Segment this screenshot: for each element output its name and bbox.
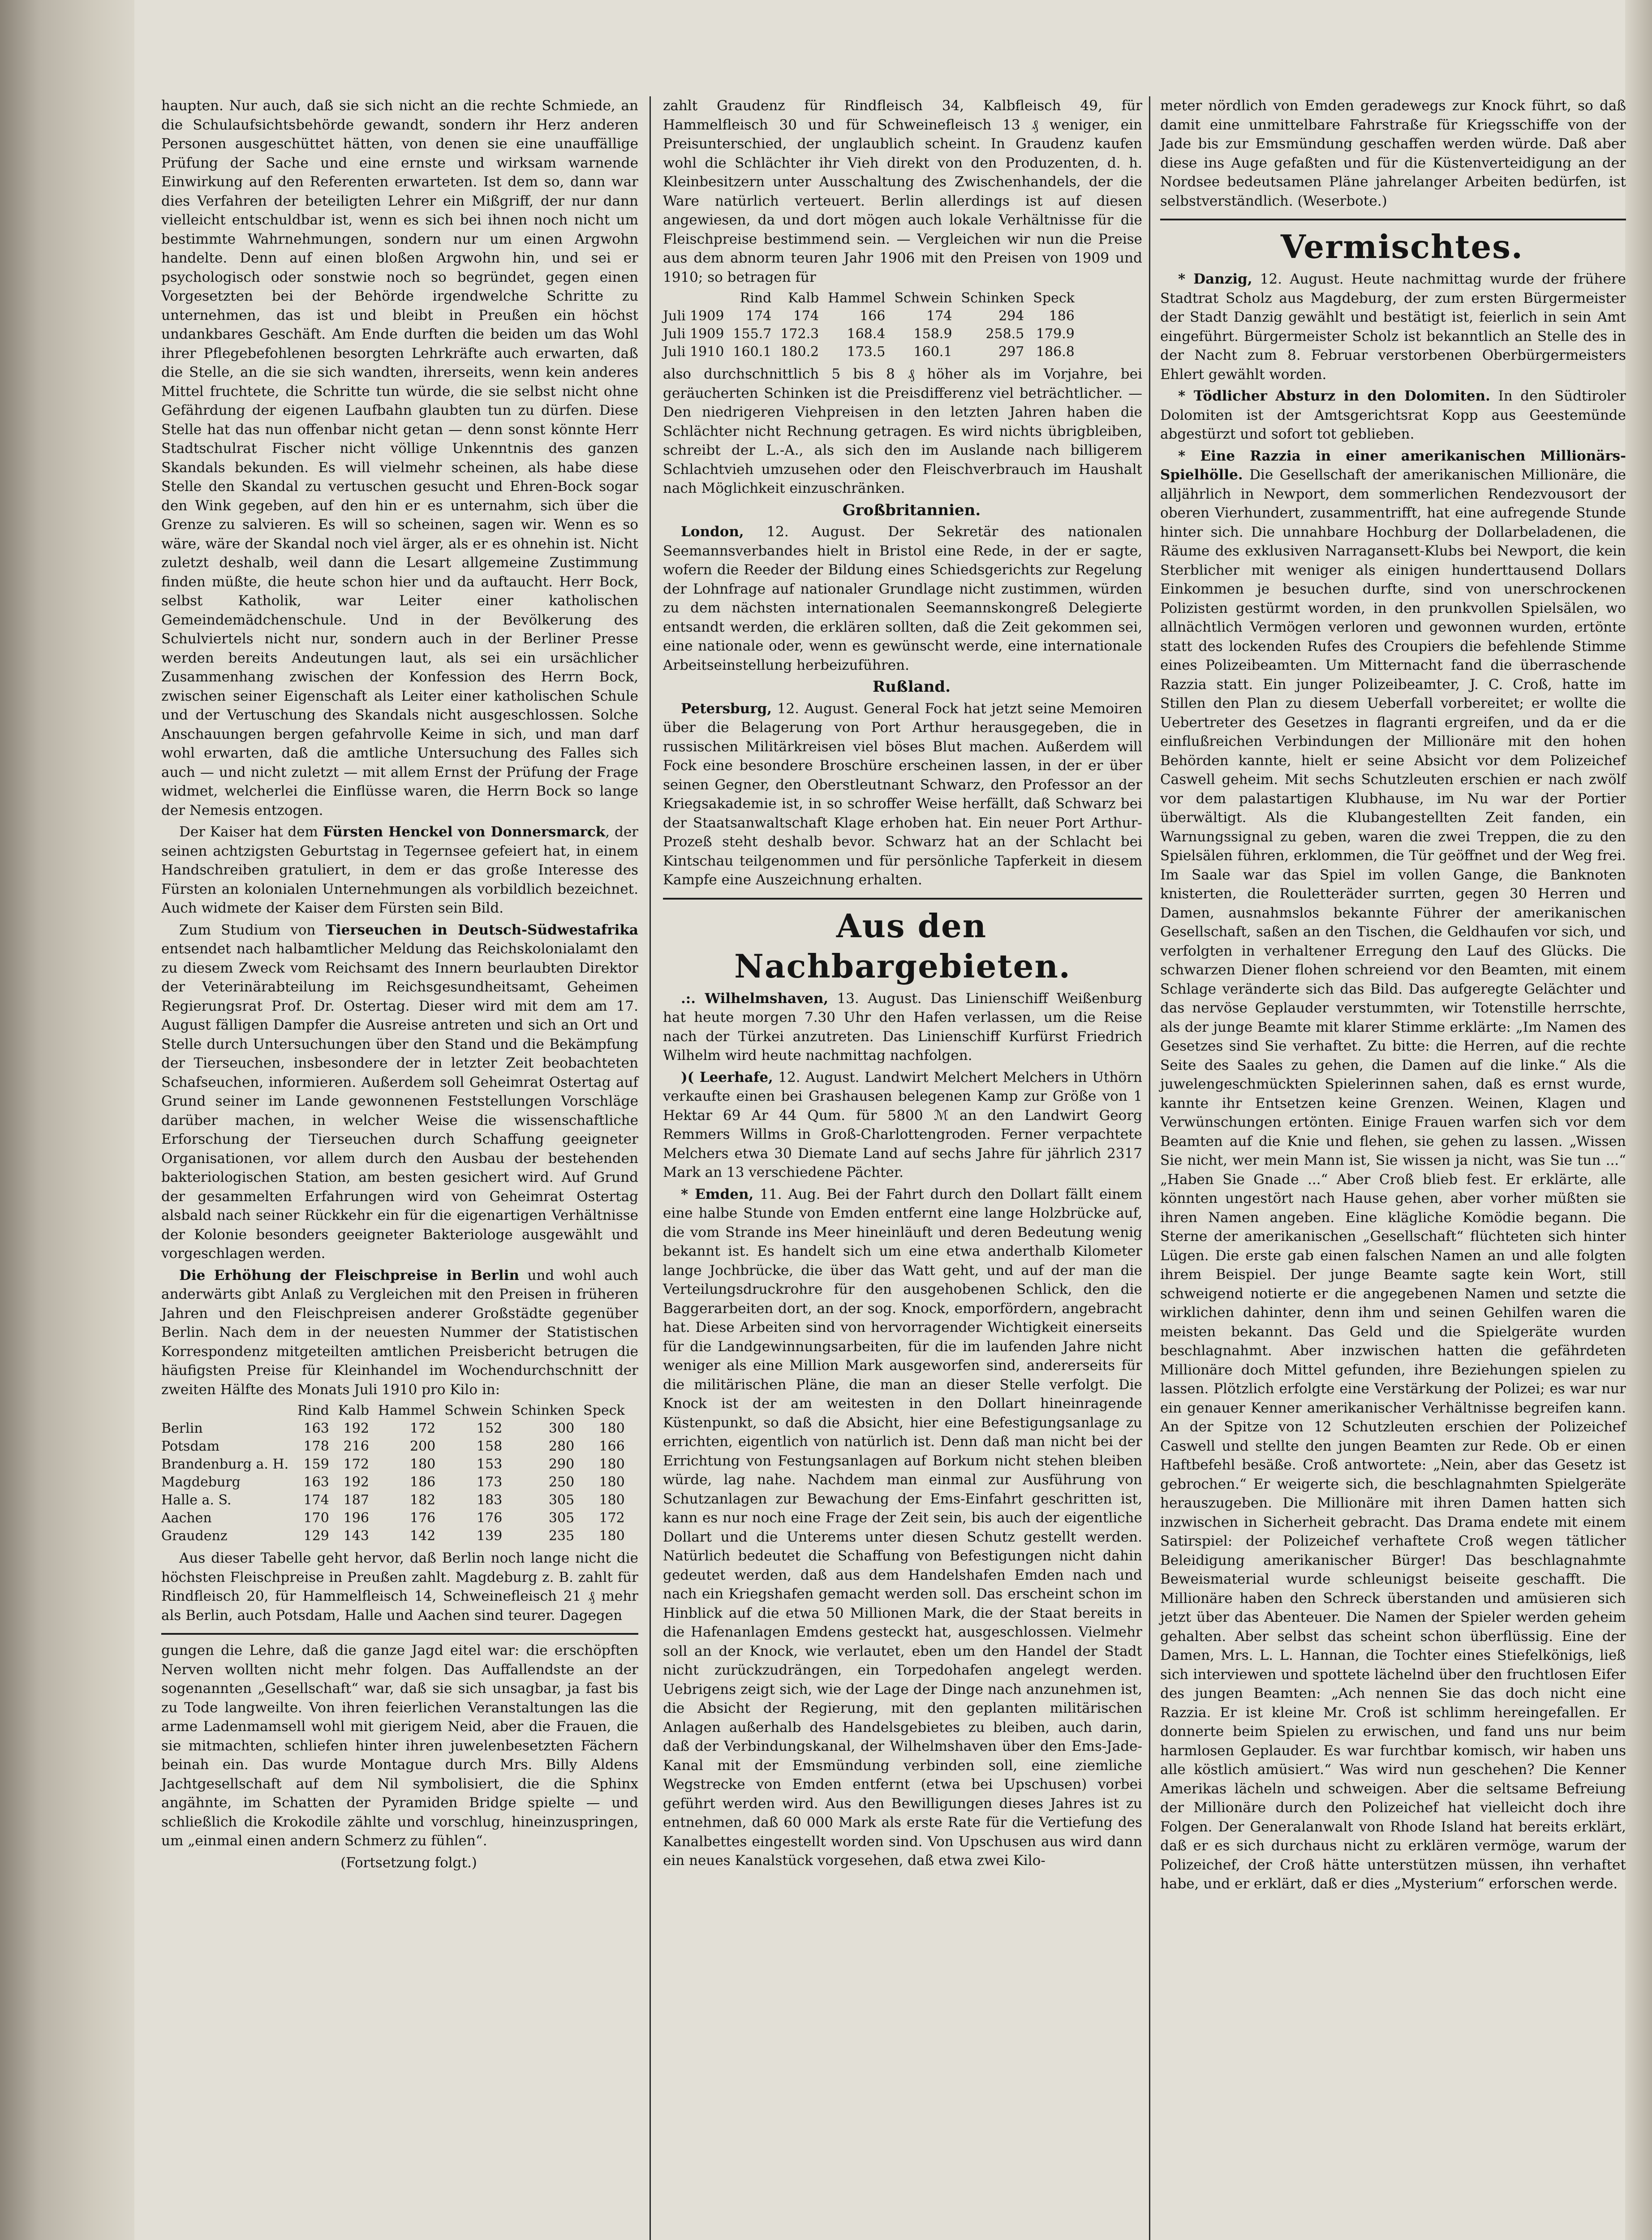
table-cell: 180: [599, 1492, 625, 1508]
table-cell: 183: [477, 1492, 503, 1508]
table-cell: 172: [410, 1421, 436, 1436]
price-table-years: [663, 289, 1079, 361]
table-cell: 180.2: [780, 344, 819, 360]
dateline: * Danzig,: [1178, 271, 1252, 287]
article-heading: Die Erhöhung der Fleischpreise in Berlin: [179, 1267, 520, 1284]
dateline: Petersburg,: [681, 700, 772, 717]
dateline: .:. Wilhelmshaven,: [681, 990, 829, 1007]
section-heading-nachbargebiete: Aus den Nachbargebieten.: [734, 906, 1071, 985]
table-cell: 158: [477, 1439, 503, 1454]
table-row-label: Juli 1910: [663, 344, 724, 360]
table-cell: 155.7: [733, 326, 772, 342]
binding-fold: [0, 0, 134, 2240]
table-cell: 186.8: [1036, 344, 1075, 360]
table-cell: 186: [410, 1474, 436, 1490]
article-fleischpreise: Die Erhöhung der Fleischpreise in Berlin und wohl auch anderwärts gibt Anlaß zu Vergleichen mit den Preisen in früheren Jahren und den Fleischpreisen anderer Großstädte gegenüber Berlin. Nach dem in der neuesten Nummer der Statistischen Korrespondenz mitgeteilten amtlichen Preisbericht betrugen die häufigsten Preise für Kleinhandel im Wochendurchschnitt der zweiten Hälfte des Monats Juli 1910 pro Kilo in:: [161, 1267, 638, 1398]
article-wilhelmshaven: .:. Wilhelmshaven, 13. August. Das Linienschiff Weißenburg hat heute morgen 7.30 Uhr den Hafen verlassen, um die Reise nach der Türkei anzutreten. Das Linienschiff Kurfürst Friedrich Wilhelm wird heute nachmittag nachfolgen.: [663, 990, 1142, 1064]
table-row: [161, 1509, 629, 1527]
article-text: Aus dieser Tabelle geht hervor, daß Berlin noch lange nicht die höchsten Fleischpreise in Preußen zahlt. Magdeburg z. B. zahlt für Rindfleisch 20, für Hammelfleisch 14, Schweinefleisch 21 ₰ mehr als Berlin, auch Potsdam, Halle und Aachen sind teurer. Dagegen: [161, 1550, 638, 1624]
table-row-label: Graudenz: [161, 1528, 228, 1544]
table-row: [161, 1456, 629, 1473]
section-heading-vermischtes: Vermischtes.: [1281, 228, 1523, 266]
table-cell: 129: [303, 1528, 329, 1544]
table-corner: [663, 289, 728, 307]
table-cell: 172: [343, 1456, 369, 1472]
table-cell: 168.4: [847, 326, 886, 342]
table-cell: 158.9: [913, 326, 952, 342]
table-column-header: Speck: [583, 1403, 625, 1418]
column-2: [663, 96, 1142, 1873]
table-column-header: Schwein: [894, 290, 952, 306]
table-cell: 178: [303, 1439, 329, 1454]
table-cell: 180: [599, 1421, 625, 1436]
table-row: [161, 1473, 629, 1491]
table-cell: 170: [303, 1510, 329, 1526]
table-column-header: Hammel: [378, 1403, 436, 1418]
table-row-label: Potsdam: [161, 1439, 220, 1454]
table-column-header: Schinken: [961, 290, 1024, 306]
table-row-label: Magdeburg: [161, 1474, 241, 1490]
table-cell: 192: [343, 1474, 369, 1490]
dateline: )( Leerhafe,: [681, 1069, 773, 1086]
article-razzia: * Eine Razzia in einer amerikanischen Millionärs-Spielhölle. Die Gesellschaft der amerikanischen Millionäre, die alljährlich in Newport, dem sommerlichen Rendezvousort der oberen Vierhundert, zusammentrifft, hat eine aufregende Stunde hinter sich. Die unnahbare Hochburg der Dollarbeladenen, die Räume des exklusiven Narragansett-Klubs bei Newport, die kein Sterblicher mit weniger als einigen hunderttausend Dollars Einkommen je besuchen durfte, sind von unerschrockenen Polizisten gestürmt worden, in den prunkvollen Spielsälen, wo allnächtlich Vermögen verloren und gewonnen wurden, ertönte statt des lockenden Rufes des Croupiers die befehlende Stimme eines Polizeibeamten. Um Mitternacht fand die überraschende Razzia statt. Ein junger Polizeibeamter, J. C. Croß, hatte im Stillen den Plan zu diesem Ueberfall vorbereitet; er wollte die Uebertreter des Gesetzes in flagranti ergreifen, und da er die einflußreichen Verbindungen der Millionäre mit den hohen Behörden kannte, hielt er seine Absicht vor dem Polizeichef Caswell geheim. Mit sechs Schutzleuten erschien er nach zwölf vor dem palastartigen Klubhause, im Nu war der Portier überwältigt. Als die Klubangestellten Zeit fanden, ein Warnungssignal zu geben, waren die zwei Treppen, die zu den Spielsälen führen, erklommen, die Tür geöffnet und der Weg frei. Im Saale war das Spiel im vollen Gange, die Banknoten knisterten, die Rouletteräder surrten, gegen 30 Herren und Damen, ausnahmslos bekannte Führer der amerikanischen Gesellschaft, saßen an den Tischen, die Geldhaufen vor sich, und verfolgten in verhaltener Erregung den Lauf des Glücks. Die schwarzen Diener flohen schreiend vor den Beamten, mit einem Schlage veränderte sich das Bild. Das aufgeregte Gelächter und das nervöse Geplauder verstummten, wir Totenstille herrschte, als der junge Beamte mit klarer Stimme erklärte: „Im Namen des Gesetzes sind Sie verhaftet. Zu bitte: die Herren, auf die rechte Seite des Saales zu gehen, die Damen auf die linke.“ Als die juwelengeschmückten Spielerinnen sahen, daß es ernst wurde, kannte ihr Entsetzen keine Grenzen. Weinen, Klagen und Verwünschungen ertönten. Einige Frauen warfen sich vor dem Beamten auf die Knie und flehen, sie gehen zu lassen. „Wissen Sie nicht, wer mein Mann ist, Sie wissen ja nicht, was Sie tun ...“ „Haben Sie Gnade ...“ Aber Croß blieb fest. Er erklärte, alle könnten ungestört nach Hause gehen, aber vorher müßten sie ihren Namen angeben. Eine klägliche Komödie begann. Die Sterne der amerikanischen „Gesellschaft“ flüchteten sich hinter Lügen. Die erste gab einen falschen Namen an und alle folgten ihrem Beispiel. Der junge Beamte sagte kein Wort, still schweigend notierte er die angegebenen Namen und setzte die wirklichen dahinter, denn ihm und seinen Gehilfen waren die meisten bekannt. Das Geld und die Spielgeräte wurden beschlagnahmt. Aber inzwischen hatten die gefährdeten Millionäre doch Mittel gefunden, ihre Beziehungen spielen zu lassen. Plötzlich erfolgte eine Verstärkung der Polizei; es war nur ein genauer Kenner amerikanischer Verhältnisse begreifen kann. An der Spitze von 12 Schutzleuten erschien der Polizeichef Caswell und stellte den jungen Beamten zur Rede. Ob er einen Haftbefehl besäße. Croß antwortete: „Nein, aber das Gesetz ist gebrochen.“ Er weigerte sich, die beschlagnahmten Spielgeräte herauszugeben. Die Millionäre mit ihren Damen hatten sich inzwischen in Sicherheit gebracht. Das Drama endete mit einem Satirspiel: der Polizeichef verhaftete Croß wegen tätlicher Beleidigung amerikanischer Bürger! Das beschlagnahmte Beweismaterial wurde schleunigst beiseite geschafft. Die Millionäre haben den Schreck überstanden und amüsieren sich jetzt über das Abenteuer. Die Namen der Spieler werden geheim gehalten. Aber selbst das scheint schon überflüssig. Eine der Damen, Mrs. L. L. Hannan, die Tochter eines Stiefelkönigs, ließ sich interviewen und spottete lächelnd über den fruchtlosen Eifer des jungen Beamten: „Ach nennen Sie das doch nicht eine Razzia. Er ist kleine Mr. Croß ist schlimm hereingefallen. Er donnerte beim Spielen zu erwischen, und fand uns nur beim harmlosen Geplauder. Es war furchtbar komisch, wir haben uns alle köstlich amüsiert.“ Was wird nun geschehen? Die Kenner Amerikas lächeln und schweigen. Aber die seltsame Befreiung der Millionäre durch den Polizeichef hat vielleicht doch ihre Folgen. Der Generalanwalt von Rhode Island hat bereits erklärt, daß er es sich durchaus nicht zu erklären vermöge, warum der Polizeichef, der Croß hätte unterstützen müssen, ihn verhaftet habe, und er erklärt, daß er dies „Mysterium“ erforschen werde.: [1160, 448, 1626, 1892]
table-cell: 280: [548, 1439, 575, 1454]
table-cell: 250: [548, 1474, 575, 1490]
article-heading: Fürsten Henckel von Donnersmarck: [323, 824, 606, 840]
table-cell: 294: [998, 308, 1024, 324]
feuilleton-divider: [161, 1633, 638, 1635]
table-header-row: [663, 289, 1079, 307]
table-cell: 174: [926, 308, 952, 324]
article-heading: * Eine Razzia in einer amerikanischen Millionärs-Spielhölle.: [1160, 448, 1626, 483]
article-text: also durchschnittlich 5 bis 8 ₰ höher als im Vorjahre, bei geräucherten Schinken ist die Preisdifferenz viel beträchtlicher. — Den niedrigeren Viehpreisen in den letzten Jahren haben die Schlächter nicht Rechnung getragen. Es wird nichts übrigbleiben, schreibt der L.-A., als sich den im Auslande nach billigerem Schlachtvieh umzusehen oder den Fleischverbrauch im Haushalt nach Möglichkeit einzuschränken.: [663, 366, 1142, 496]
table-cell: 305: [548, 1510, 575, 1526]
table-cell: 139: [477, 1528, 503, 1544]
table-cell: 172.3: [780, 326, 819, 342]
table-column-header: Hammel: [828, 290, 886, 306]
table-cell: 235: [548, 1528, 575, 1544]
article-dolomiten: * Tödlicher Absturz in den Dolomiten. In den Südtiroler Dolomiten ist der Amtsgerichtsrat Kopp aus Geestemünde abgestürzt und sofort tot geblieben.: [1160, 388, 1626, 442]
table-column-header: Kalb: [788, 290, 819, 306]
table-cell: 187: [343, 1492, 369, 1508]
table-row: [161, 1491, 629, 1509]
table-row: [161, 1438, 629, 1456]
table-cell: 160.1: [733, 344, 772, 360]
article-text: meter nördlich von Emden geradewegs zur Knock führt, so daß damit eine unmittelbare Fahrstraße für Kriegsschiffe von der Jade bis zur Emsmündung geschaffen werden würde. Daß aber diese ins Auge gefaßten und für die Küstenverteidigung an der Nordsee bedeutsamen Pläne jahrelanger Arbeiten bedürfen, ist selbstverständlich. (Weserbote.): [1160, 98, 1626, 209]
article-text: haupten. Nur auch, daß sie sich nicht an die rechte Schmiede, an die Schulaufsichtsbehörde gewandt, sondern ihr Herz anderen Personen ausgeschüttet hätten, von denen sie eine unauffällige Prüfung der Sache und eine ernste und wirksam warnende Einwirkung auf den Referenten erwarteten. Ist dem so, dann war dies Verfahren der beteiligten Lehrer ein Mißgriff, der nur dann vielleicht entschuldbar ist, wenn es sich bei ihnen noch nicht um bestimmte Wahrnehmungen, sondern nur um einen Argwohn handelte. Denn auf einen bloßen Argwohn hin, und sei er psychologisch oder sonstwie noch so begründet, gegen einen Vorgesetzten bei der Behörde irgendwelche Schritte zu unternehmen, das ist und bleibt in Preußen ein höchst undankbares Geschäft. Am Ende durften die beiden um das Wohl ihrer Pflegebefohlenen besorgten Lehrkräfte auch erwarten, daß die Stelle, an die sie sich wandten, ihrerseits, wenn kein anderes Mittel fruchtete, die Schritte tun würde, die sie selbst nicht ohne Gefährdung der eigenen Laufbahn glaubten tun zu dürfen. Diese Stelle hat das nun offenbar nicht getan — denn sonst könnte Herr Stadtschulrat Fischer nicht völlige Unkenntnis des ganzen Skandals bekunden. Es will vielmehr scheinen, als habe diese Stelle den Skandal zu vertuschen gesucht und Ehren-Bock sogar den Wink gegeben, auf den hin er es unternahm, sich über die Grenze zu salvieren. Es will so scheinen, sagen wir. Wenn es so wäre, wäre der Skandal noch viel ärger, als er es ohnehin ist. Nicht zuletzt deshalb, weil dann die Lesart allgemeine Zustimmung finden müßte, die heute schon hier und da auftaucht. Herr Bock, selbst Katholik, war Leiter einer katholischen Gemeindemädchenschule. Und in der Bevölkerung des Schulviertels nicht nur, sondern auch in der Berliner Presse werden bereits Andeutungen laut, als sei ein ursächlicher Zusammenhang zwischen der Konfession des Herrn Bock, zwischen seiner Eigenschaft als Leiter einer katholischen Schule und der Vertuschung des Skandals nicht ausgeschlossen. Solche Anschauungen bergen gefahrvolle Keime in sich, und man darf wohl erwarten, daß die amtliche Untersuchung des Falles sich auch — und nicht zuletzt — mit allem Ernst der Prüfung der Frage widmet, welcherlei die Einflüsse waren, die Herrn Bock so lange der Nemesis entzogen.: [161, 98, 638, 818]
table-cell: 163: [303, 1474, 329, 1490]
table-cell: 159: [303, 1456, 329, 1472]
table-cell: 300: [548, 1421, 575, 1436]
table-header-row: [161, 1402, 629, 1420]
table-cell: 305: [548, 1492, 575, 1508]
article-text: zahlt Graudenz für Rindfleisch 34, Kalbfleisch 49, für Hammelfleisch 30 und für Schweinefleisch 13 ₰ weniger, ein Preisunterschied, der unglaublich scheint. In Graudenz kaufen wohl die Schlächter ihr Vieh direkt von den Produzenten, d. h. Kleinbesitzern unter Ausschaltung des Zwischenhandels, der die Ware natürlich verteuert. Berlin allerdings ist auf diesen angewiesen, da und dort mögen auch lokale Verhältnisse für die Fleischpreise bestimmend sein. — Vergleichen wir nun die Preise aus dem abnorm teuren Jahr 1906 mit den Preisen von 1909 und 1910; so betragen für: [663, 98, 1142, 285]
table-cell: 142: [410, 1528, 436, 1544]
table-row: [161, 1527, 629, 1545]
table-row-label: Juli 1909: [663, 326, 724, 342]
page-edge: [1625, 0, 1652, 2240]
table-cell: 173.5: [847, 344, 886, 360]
column-3: [1160, 96, 1626, 1896]
column-1: [161, 96, 638, 1875]
table-cell: 290: [548, 1456, 575, 1472]
continuation-note: (Fortsetzung folgt.): [340, 1854, 477, 1871]
table-cell: 174: [793, 308, 819, 324]
table-cell: 176: [410, 1510, 436, 1526]
article-london: London, 12. August. Der Sekretär des nationalen Seemannsverbandes hielt in Bristol eine Rede, in der er sagte, wofern die Reeder der Bildung eines Schiedsgerichts zur Regelung der Lohnfrage auf nationaler Grundlage nicht zustimmen, würden zu dem nächsten internationalen Seemannskongreß Delegierte entsandt werden, die erklären sollten, daß die Zeit gekommen sei, eine nationale oder, wenn es gewünscht werde, eine internationale Arbeitseinstellung herbeizuführen.: [663, 524, 1142, 673]
table-cell: 160.1: [913, 344, 952, 360]
section-divider: [1160, 219, 1626, 220]
table-row: [663, 307, 1079, 325]
article-henckel: Der Kaiser hat dem Fürsten Henckel von Donnersmarck, der seinen achtzigsten Geburtstag in Tegernsee gefeiert hat, in einem Handschreiben gratuliert, in dem er das große Interesse des Fürsten an kolonialen Unternehmungen als vorbildlich bezeichnet. Auch widmete der Kaiser dem Fürsten sein Bild.: [161, 824, 638, 916]
table-cell: 143: [343, 1528, 369, 1544]
table-cell: 166: [860, 308, 886, 324]
table-cell: 179.9: [1036, 326, 1075, 342]
table-cell: 180: [599, 1474, 625, 1490]
table-column-header: Rind: [297, 1403, 329, 1418]
table-column-header: Speck: [1033, 290, 1075, 306]
table-cell: 216: [343, 1439, 369, 1454]
table-cell: 172: [599, 1510, 625, 1526]
table-column-header: Schwein: [444, 1403, 503, 1418]
article-petersburg: Petersburg, 12. August. General Fock hat jetzt seine Memoiren über die Belagerung von Port Arthur herausgegeben, die in russischen Militärkreisen viel böses Blut machen. Außerdem will Fock eine besondere Broschüre erscheinen lassen, in der er über seinen Gegner, den Oberstleutnant Schwarz, den Professor an der Kriegsakademie ist, in so schroffer Weise herfällt, daß Schwarz bei der Staatsanwaltschaft Klage erhoben hat. Ein neuer Port Arthur-Prozeß steht deshalb bevor. Schwarz hat an der Schlacht bei Kintschau teilgenommen und für persönliche Tapferkeit in diesem Kampfe eine Auszeichnung erhalten.: [663, 700, 1142, 888]
column-rule: [1149, 96, 1150, 2240]
article-leerhafe: )( Leerhafe, 12. August. Landwirt Melchert Melchers in Uthörn verkaufte einen bei Grashausen belegenen Kamp zur Größe von 1 Hektar 69 Ar 44 Qum. für 5800 ℳ an den Landwirt Georg Remmers Willms in Groß-Charlottengroden. Ferner verpachtete Melchers etwa 30 Diemate Land auf sechs Jahre für jährlich 2317 Mark an 13 verschiedene Pächter.: [663, 1069, 1142, 1180]
article-tierseuchen: Zum Studium von Tierseuchen in Deutsch-Südwestafrika entsendet nach halbamtlicher Meldung das Reichskolonialamt den zu diesem Zweck vom Reichsamt des Innern beurlaubten Direktor der Veterinärabteilung im Reichsgesundheitsamt, Geheimen Regierungsrat Prof. Dr. Ostertag. Dieser wird mit dem am 17. August fälligen Dampfer die Ausreise antreten und sich an Ort und Stelle durch Untersuchungen über den Stand und die Bekämpfung der Tierseuchen, insbesondere der in letzter Zeit beobachteten Schafseuchen, informieren. Außerdem soll Geheimrat Ostertag auf Grund seiner im Lande gewonnenen Feststellungen Vorschläge darüber machen, in welcher Weise die wissenschaftliche Erforschung der Tierseuchen durch Schaffung geeigneter Organisationen, vor allem durch den Ausbau der bestehenden bakteriologischen Station, am besten gesichert wird. Auf Grund der gesammelten Erfahrungen wird von Geheimrat Ostertag alsbald nach seiner Rückkehr ein für die eigenartigen Verhältnisse der Kolonie besonders geeigneter Bakteriologe ausgewählt und vorgeschlagen werden.: [161, 922, 638, 1262]
table-cell: 166: [599, 1439, 625, 1454]
table-row: [663, 343, 1079, 361]
table-row-label: Juli 1909: [663, 308, 724, 324]
table-cell: 192: [343, 1421, 369, 1436]
table-cell: 173: [477, 1474, 503, 1490]
table-cell: 186: [1049, 308, 1075, 324]
article-heading: Tierseuchen in Deutsch-Südwestafrika: [325, 922, 638, 938]
table-cell: 196: [343, 1510, 369, 1526]
section-divider: [663, 898, 1142, 900]
table-cell: 174: [746, 308, 772, 324]
column-rule: [650, 96, 651, 2240]
article-heading: * Tödlicher Absturz in den Dolomiten.: [1178, 388, 1490, 404]
dateline: * Emden,: [681, 1186, 754, 1202]
table-column-header: Kalb: [338, 1403, 369, 1418]
price-table-cities: [161, 1402, 629, 1545]
section-heading-grossbritannien: Großbritannien.: [842, 501, 981, 519]
table-column-header: Schinken: [511, 1403, 575, 1418]
table-row-label: Brandenburg a. H.: [161, 1456, 289, 1472]
table-corner: [161, 1402, 293, 1420]
section-heading-russland: Rußland.: [872, 678, 951, 696]
article-danzig: * Danzig, 12. August. Heute nachmittag wurde der frühere Stadtrat Scholz aus Magdeburg, der zum ersten Bürgermeister der Stadt Danzig gewählt und bestätigt ist, feierlich in sein Amt eingeführt. Bürgermeister Scholz ist bekanntlich an Stelle des in der Nacht zum 8. Februar verstorbenen Oberbürgermeisters Ehlert gewählt worden.: [1160, 271, 1626, 383]
table-row-label: Berlin: [161, 1421, 203, 1436]
table-row-label: Aachen: [161, 1510, 212, 1526]
table-cell: 152: [477, 1421, 503, 1436]
table-column-header: Rind: [740, 290, 772, 306]
table-cell: 297: [998, 344, 1024, 360]
table-row: [161, 1420, 629, 1438]
table-cell: 180: [599, 1528, 625, 1544]
feuilleton-text: gungen die Lehre, daß die ganze Jagd eitel war: die erschöpften Nerven wollten nicht mehr folgen. Das Auffallendste an der sogenannten „Gesellschaft“ war, daß sie sich unsagbar, ja fast bis zu Tode langweilte. Von ihren feierlichen Veranstaltungen las die arme Ladenmamsell wohl mit gierigem Neid, aber die Frauen, die sie mitmachten, schliefen hinter ihren juwelenbesetzten Fächern beinah ein. Das wurde Montague durch Mrs. Billy Aldens Jachtgesellschaft auf dem Nil symbolisiert, die die Sphinx angähnte, im Schatten der Pyramiden Bridge spielte — und schließlich die Krokodile zählte und vorschlug, hineinzuspringen, um „einmal einen andern Schmerz zu fühlen“.: [161, 1642, 638, 1849]
table-row-label: Halle a. S.: [161, 1492, 232, 1508]
table-cell: 180: [599, 1456, 625, 1472]
table-cell: 258.5: [985, 326, 1024, 342]
article-emden: * Emden, 11. Aug. Bei der Fahrt durch den Dollart fällt einem eine halbe Stunde von Emden entfernt eine lange Holzbrücke auf, die vom Strande ins Meer hineinläuft und deren Bedeutung wenig bekannt ist. Es handelt sich um eine etwa anderthalb Kilometer lange Jochbrücke, die über das Watt geht, und auf der man die Verteilungsdruckrohre für den ausgehobenen Schlick, den die Baggerarbeiten dort, an der sog. Knock, emporfördern, angebracht hat. Diese Arbeiten sind von hervorragender Wichtigkeit einerseits für die Landgewinnungsarbeiten, für die im laufenden Jahre nicht weniger als eine Million Mark ausgeworfen sind, andererseits für die militärischen Pläne, die man an dieser Stelle verfolgt. Die Knock ist der am weitesten in den Dollart hineinragende Küstenpunkt, so daß die Absicht, hier eine Befestigungsanlage zu errichten, eigentlich von natürlich ist. Denn daß man nicht bei der Errichtung von Festungsanlagen auf Borkum nicht stehen bleiben würde, lag nahe. Nachdem man einmal zur Ausführung von Schutzanlagen zur Bewachung der Ems-Einfahrt geschritten ist, kann es nur noch eine Frage der Zeit sein, bis auch der eigentliche Dollart und die Unterems unter diesen Schutz gestellt werden. Natürlich bedeutet die Schaffung von Befestigungen nicht dahin gedeutet werden, daß aus dem Handelshafen Emden nach und nach ein Kriegshafen gemacht werden soll. Das erscheint schon im Hinblick auf die etwa 50 Millionen Mark, die der Staat bereits in die Hafenanlagen Emdens gesteckt hat, ausgeschlossen. Vielmehr soll an der Knock, wie verlautet, eben um den Handel der Stadt nicht zurückzudrängen, ein Torpedohafen angelegt werden. Uebrigens zeigt sich, wie der Lage der Dinge nach anzunehmen ist, die Absicht der Regierung, mit den geplanten militärischen Anlagen außerhalb des Handelsgebietes zu bleiben, auch darin, daß der Verbindungskanal, der Wilhelmshaven über den Ems-Jade-Kanal mit der Emsmündung verbinden soll, eine ziemliche Wegstrecke von Emden entfernt (etwa bei Upschusen) vorbei geführt werden wird. Aus den Bewilligungen dieses Jahres ist zu entnehmen, daß 60 000 Mark als erste Rate für die Vertiefung des Kanalbettes eingestellt worden sind. Von Upschusen aus wird dann ein neues Kanalstück vorgesehen, daß etwa zwei Kilo-: [663, 1186, 1142, 1869]
table-cell: 174: [303, 1492, 329, 1508]
table-cell: 200: [410, 1439, 436, 1454]
table-cell: 180: [410, 1456, 436, 1472]
table-cell: 176: [477, 1510, 503, 1526]
dateline: London,: [681, 524, 744, 540]
table-row: [663, 325, 1079, 343]
table-cell: 163: [303, 1421, 329, 1436]
table-cell: 182: [410, 1492, 436, 1508]
table-cell: 153: [477, 1456, 503, 1472]
